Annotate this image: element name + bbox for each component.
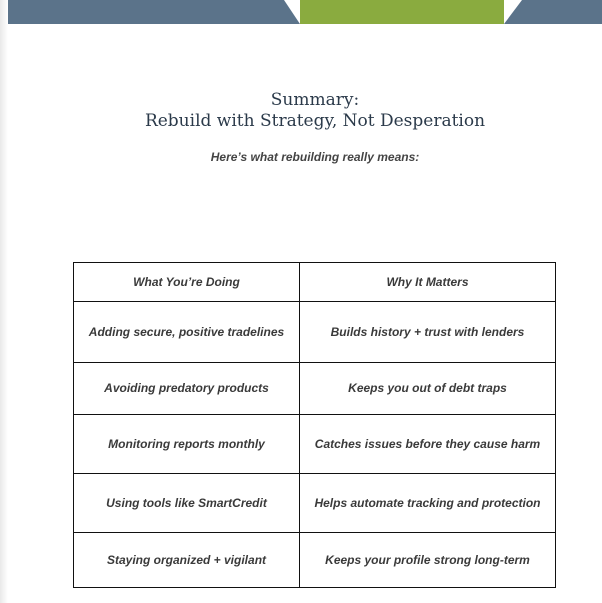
table-cell-why (300, 474, 556, 533)
table-row (74, 363, 556, 415)
header-band-left (8, 0, 300, 24)
table-cell-why (300, 533, 556, 588)
cell-why-text: Keeps your profile strong long-term (325, 552, 530, 567)
table-header-doing (74, 263, 300, 302)
cell-why-text: Builds history + trust with lenders (330, 324, 525, 339)
page-subtitle: Here’s what rebuilding really means: (210, 150, 420, 164)
table-row (74, 415, 556, 474)
table-row (74, 474, 556, 533)
cell-why-text: Catches issues before they cause harm (314, 436, 541, 451)
cell-doing-text: Staying organized + vigilant (106, 552, 267, 567)
table-cell-why (300, 363, 556, 415)
header-band-right (504, 0, 602, 24)
cell-why-text: Keeps you out of debt traps (348, 381, 507, 395)
table-row (74, 533, 556, 588)
title-line-main: Rebuild with Strategy, Not Desperation (144, 111, 486, 131)
title-line-summary: Summary: (270, 90, 360, 110)
page-title (0, 90, 602, 132)
cell-doing-text: Monitoring reports monthly (108, 436, 265, 451)
header-why-label: Why It Matters (386, 274, 469, 289)
header-color-band (0, 0, 602, 24)
table-row (74, 302, 556, 363)
cell-why-text: Helps automate tracking and protection (314, 495, 541, 510)
header-band-middle (300, 0, 504, 24)
cell-doing-text: Avoiding predatory products (104, 381, 269, 395)
header-doing-label: What You’re Doing (133, 274, 240, 289)
table-cell-why (300, 302, 556, 363)
table-cell-doing (74, 474, 300, 533)
table-cell-doing (74, 415, 300, 474)
summary-table (73, 262, 556, 588)
cell-doing-text: Adding secure, positive tradelines (88, 324, 285, 339)
table-header-why (300, 263, 556, 302)
table-cell-doing (74, 363, 300, 415)
table-cell-doing (74, 533, 300, 588)
cell-doing-text: Using tools like SmartCredit (106, 495, 267, 510)
table-cell-why (300, 415, 556, 474)
table-cell-doing (74, 302, 300, 363)
table-header-row (74, 263, 556, 302)
